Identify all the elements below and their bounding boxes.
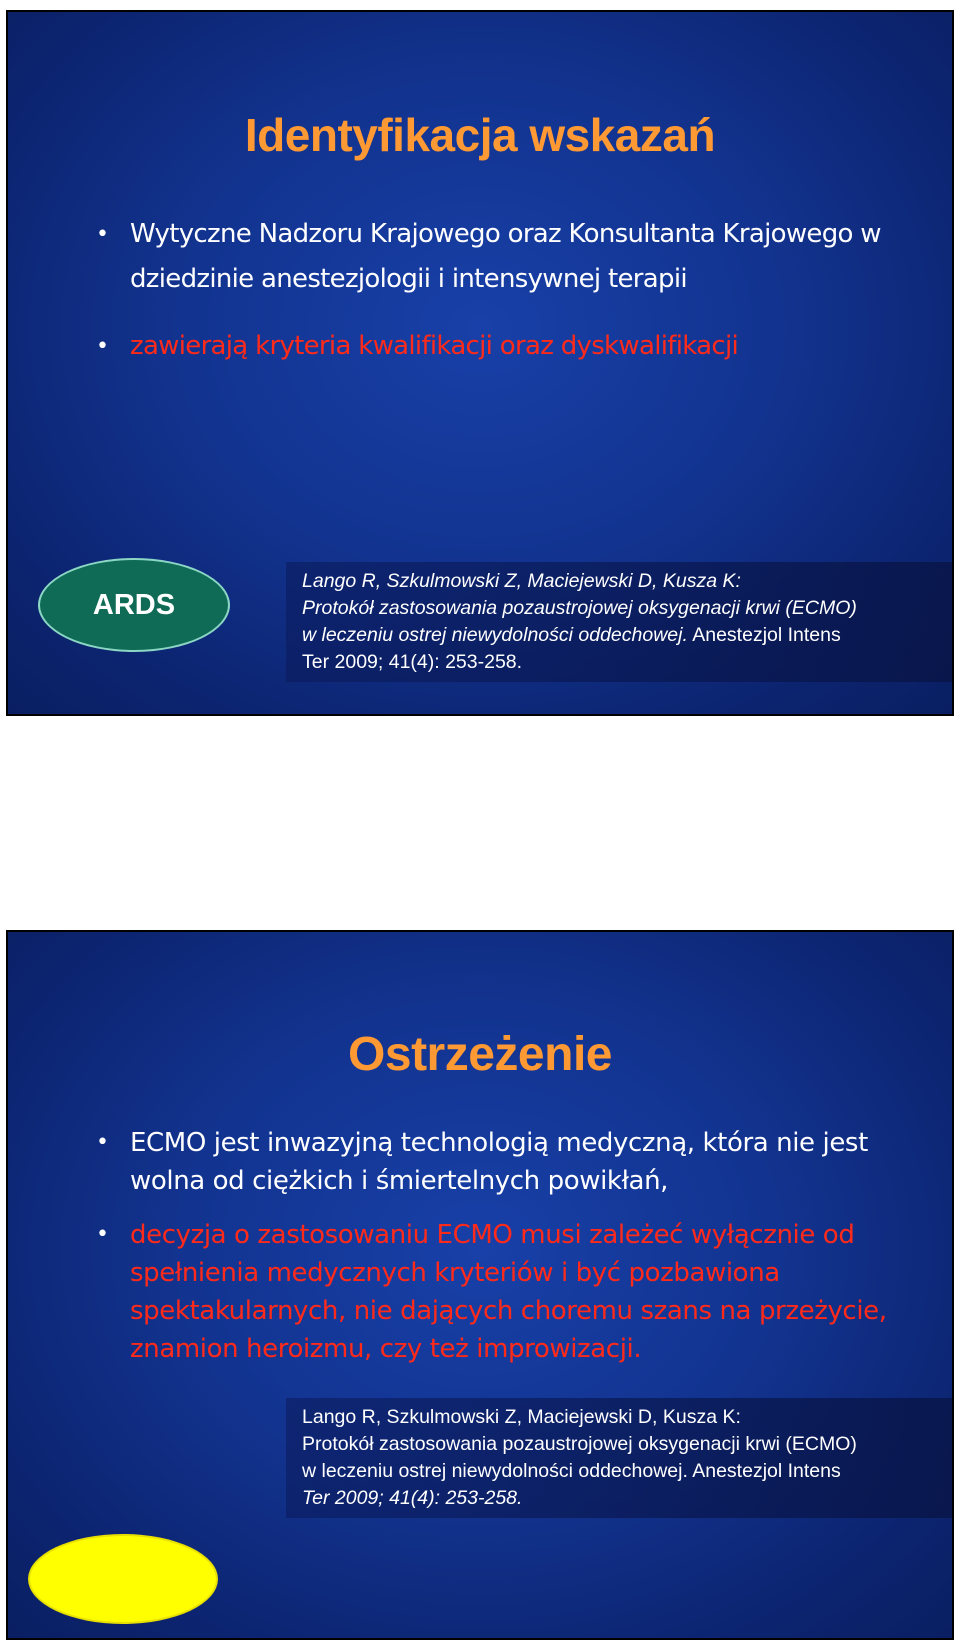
bullet-item: • decyzja o zastosowaniu ECMO musi zależeć wyłącznie od spełnienia medycznych kryteriów i być pozbawiona spektakularnych, nie dających choremu szans na przeżycie, znamion heroizmu, czy też improwizacji.	[90, 1216, 922, 1368]
reference-title-cont	[302, 1458, 942, 1485]
bullet-list	[90, 212, 922, 369]
ards-badge	[38, 558, 230, 652]
reference-title: Protokół zastosowania pozaustrojowej oksygenacji krwi (ECMO)	[302, 1433, 857, 1455]
reference-authors: Lango R, Szkulmowski Z, Maciejewski D, Kusza K:	[302, 570, 741, 592]
reference-issue: Ter 2009; 41(4): 253-258.	[302, 1487, 523, 1509]
reference-issue: Ter 2009; 41(4): 253-258.	[302, 651, 523, 673]
slide-identyfikacja	[6, 10, 954, 716]
bullet-list	[90, 1124, 922, 1368]
reference-title: Protokół zastosowania pozaustrojowej oksygenacji krwi (ECMO)	[302, 597, 857, 619]
ards-badge-label: ARDS	[92, 588, 176, 621]
slide-title: Identyfikacja wskazań	[244, 109, 716, 161]
reference-title-cont	[302, 622, 942, 649]
reference-title-end: w leczeniu ostrej niewydolności oddechowej.	[302, 624, 688, 646]
yellow-ellipse-shape	[28, 1534, 218, 1624]
reference-journal: Anestezjol Intens	[687, 1460, 841, 1482]
bullet-item: • Wytyczne Nadzoru Krajowego oraz Konsultanta Krajowego w dziedzinie anestezjologii i intensywnej terapii	[90, 212, 922, 302]
slide-title: Ostrzeżenie	[348, 1028, 612, 1081]
bullet-item: • ECMO jest inwazyjną technologią medyczną, która nie jest wolna od ciężkich i śmiertelnych powikłań,	[90, 1124, 922, 1200]
reference-title-end: w leczeniu ostrej niewydolności oddechowej.	[302, 1460, 688, 1482]
reference-authors: Lango R, Szkulmowski Z, Maciejewski D, Kusza K:	[302, 1406, 741, 1428]
slide-ostrzezenie	[6, 930, 954, 1640]
reference-citation	[286, 562, 954, 682]
reference-citation	[286, 1398, 954, 1518]
bullet-item: • zawierają kryteria kwalifikacji oraz dyskwalifikacji	[90, 324, 922, 369]
reference-journal: Anestezjol Intens	[687, 624, 841, 646]
